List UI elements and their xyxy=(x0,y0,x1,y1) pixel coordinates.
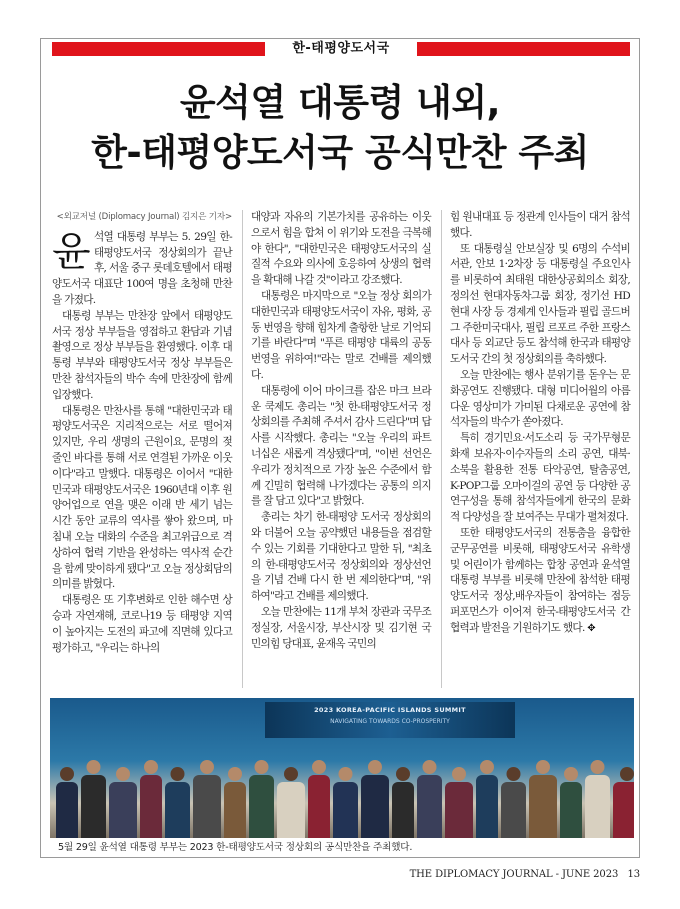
person-silhouette xyxy=(333,782,358,838)
person-silhouette xyxy=(277,782,305,838)
section-banner xyxy=(52,42,630,56)
person-head xyxy=(396,767,410,781)
photo-caption: 5월 29일 윤석열 대통령 부부는 2023 한-태평양도서국 정상회의 공식만찬을 주최했다. xyxy=(58,842,413,853)
screen-subtitle: NAVIGATING TOWARDS CO-PROSPERITY xyxy=(330,718,450,725)
person-silhouette xyxy=(249,775,274,838)
person-head xyxy=(284,767,298,781)
byline: <외교저널 (Diplomacy Journal) 김지은 기자> xyxy=(56,212,232,222)
person-head xyxy=(255,760,269,774)
paragraph: 또 대통령실 안보실장 및 6명의 수석비서관, 안보 1·2차장 등 대통령실 주요인사를 비롯하여 최태원 대한상공회의소 회장, 정의선 현대자동차그룹 회장, 정기선 HD현대 사장 등 경제계 인사들과 필립 골드버그 주한미국대사, 필립 르포르 주한 프랑스 대사 등 외교단 등도 참석해 한국과 태평양도서국 간의 첫 정상회의를 축하했다. xyxy=(450,242,630,366)
person-head xyxy=(171,767,185,781)
person-silhouette xyxy=(308,775,330,838)
person-head xyxy=(87,760,101,774)
person-silhouette xyxy=(165,782,190,838)
paragraph: 힘 원내대표 등 정관계 인사들이 대거 참석했다. xyxy=(450,211,630,239)
person-silhouette xyxy=(476,775,498,838)
drop-cap: 윤 xyxy=(52,228,90,275)
screen-title: 2023 KOREA-PACIFIC ISLANDS SUMMIT xyxy=(314,706,466,714)
journal-name: THE DIPLOMACY JOURNAL - JUNE 2023 xyxy=(409,869,619,880)
banner-bar-left xyxy=(52,42,265,56)
person-head xyxy=(60,767,74,781)
person-head xyxy=(312,760,326,774)
person-head xyxy=(339,767,353,781)
paragraph: 오늘 만찬에는 11개 부처 장관과 국무조정실장, 서울시장, 부산시장 및 김기현 국민의힘 당대표, 윤재옥 국민의 xyxy=(251,605,431,650)
person-head xyxy=(200,760,214,774)
column-divider xyxy=(242,210,243,688)
headline xyxy=(52,78,628,178)
headline-line-1: 윤석열 대통령 내외, xyxy=(179,81,501,124)
paragraph: 총리는 차기 한-태평양 도서국 정상회의와 더불어 오늘 공약했던 내용들을 점검할 수 있는 기회를 기대한다고 말한 뒤, "최초의 한-태평양도서국 정상회의와 정상선언을 기념 건배 다시 한 번 제의한다"며, "위하여"라고 건배를 제의했다. xyxy=(251,511,431,603)
person-silhouette xyxy=(81,775,106,838)
person-head xyxy=(368,760,382,774)
person-silhouette xyxy=(529,775,557,838)
person-silhouette xyxy=(361,775,389,838)
person-silhouette xyxy=(585,775,610,838)
person-silhouette xyxy=(501,782,526,838)
person-head xyxy=(423,760,437,774)
group-of-leaders-illustration xyxy=(50,728,634,838)
section-label: 한-태평양도서국 xyxy=(292,41,390,56)
person-head xyxy=(144,760,158,774)
page-footer xyxy=(300,868,640,882)
paragraph: 대양과 자유의 기본가치를 공유하는 이웃으로서 힘을 합쳐 이 위기와 도전을 극복해야 한다", "대한민국은 태평양도서국의 실질적 수요와 의사에 호응하여 상생의 협력을 확대해 나갈 것"이라고 강조했다. xyxy=(251,211,431,287)
article-column-1 xyxy=(52,210,232,656)
person-silhouette xyxy=(445,782,473,838)
person-head xyxy=(452,767,466,781)
person-silhouette xyxy=(417,775,442,838)
paragraph-text: 또한 태평양도서국의 전통춤을 융합한 군무공연를 비롯해, 태평양도서국 유학생 및 어린이가 함께하는 합창 공연과 윤석열 대통령 부부를 비롯해 만찬에 참석한 태평양도서국 정상,배우자들이 참여하는 점등 퍼포먼스가 이어져 한국-태평양도서국 간 협력과 발전을 기원하기도 했다. xyxy=(450,526,630,634)
person-head xyxy=(536,760,550,774)
paragraph: 대통령은 마지막으로 "오늘 정상 회의가 대한민국과 태평양도서국이 자유, 평화, 공동 번영을 향해 힘차게 출항한 날로 기억되기를 바란다"며 "푸른 태평양 대륙의 공동 번영을 위하여!"라는 말로 건배를 제의했다. xyxy=(251,289,431,381)
paragraph: 대통령은 만찬사를 통해 "대한민국과 태평양도서국은 지리적으로는 서로 떨어져 있지만, 우리 생명의 근원이요, 문명의 젖줄인 바다를 통해 서로 연결된 가까운 이웃이다"라고 말했다. 대통령은 이어서 "대한민국과 태평양도서국은 1960년대 이후 원양어업으로 연을 맺은 이래 반 세기 넘는 시간 동안 교류의 역사를 쌓아 왔으며, 마침내 오늘 대화의 수준을 최고위급으로 격상하여 협력 기반을 완성하는 역사적 순간을 함께 맞이하게 됐다"고 오늘 정상회담의 의미를 밝혔다. xyxy=(52,404,232,591)
person-silhouette xyxy=(613,782,634,838)
paragraph-text: 석열 대통령 부부는 5. 29일 한-태평양도서국 정상회의가 끝난 후, 서울 중구 롯데호텔에서 태평양도서국 대표단 100여 명을 초청해 만찬을 가졌다. xyxy=(52,230,232,306)
paragraph xyxy=(450,526,630,637)
page-number: 13 xyxy=(627,869,640,880)
column-divider xyxy=(441,210,442,688)
article-column-3 xyxy=(450,210,630,637)
paragraph: 오늘 만찬에는 행사 분위기를 돋우는 문화공연도 진행됐다. 대형 미디어월의 아름다운 영상미가 가미된 다채로운 공연에 참석자들의 박수가 쏟아졌다. xyxy=(450,368,630,429)
person-head xyxy=(116,767,130,781)
paragraph xyxy=(52,230,232,309)
summit-photo xyxy=(50,698,634,838)
paragraph: 대통령에 이어 마이크를 잡은 마크 브라운 쿡제도 총리는 "첫 한-태평양도서국 정상회의를 주최해 주셔서 감사 드린다"며 답사를 시작했다. 총리는 "오늘 우리의 파트너십은 새롭게 격상됐다"며, "이번 선언은 우리가 정치적으로 가장 높은 수준에서 함께 긴밀히 협력해 나가겠다는 공통의 의지를 잘 담고 있다"고 밝혔다. xyxy=(251,384,431,508)
banner-bar-right xyxy=(417,42,630,56)
person-silhouette xyxy=(392,782,414,838)
person-head xyxy=(620,767,634,781)
headline-line-2: 한-태평양도서국 공식만찬 주최 xyxy=(91,131,589,174)
person-silhouette xyxy=(140,775,162,838)
paragraph: 대통령 부부는 만찬장 앞에서 태평양도서국 정상 부부들을 영접하고 환담과 기념촬영으로 정상 부부들을 환영했다. 이후 대통령 부부와 태평양도서국 정상 부부들은 만찬 참석자들의 박수 속에 만찬장에 함께 입장했다. xyxy=(52,309,232,401)
person-head xyxy=(564,767,578,781)
person-head xyxy=(591,760,605,774)
person-silhouette xyxy=(56,782,78,838)
person-silhouette xyxy=(193,775,221,838)
end-mark-icon: ✥ xyxy=(587,622,595,634)
person-silhouette xyxy=(109,782,137,838)
article-column-2 xyxy=(251,210,431,652)
person-head xyxy=(228,767,242,781)
paragraph: 특히 경기민요·서도소리 등 국가무형문화재 보유자·이수자들의 소리 공연, 대북·소북을 활용한 전통 타악공연, 탈춤공연, K-POP그룹 오마이걸의 공연 등 다양한 공연구성을 통해 참석자들에게 한국의 문화적 다양성을 잘 보여주는 무대가 펼쳐졌다. xyxy=(450,432,630,524)
paragraph: 대통령은 또 기후변화로 인한 해수면 상승과 자연재해, 코로나19 등 태평양 지역이 높아지는 도전의 파고에 직면해 있다고 평가하고, "우리는 하나의 xyxy=(52,594,232,654)
person-head xyxy=(507,767,521,781)
person-silhouette xyxy=(224,782,246,838)
person-silhouette xyxy=(560,782,582,838)
person-head xyxy=(480,760,494,774)
